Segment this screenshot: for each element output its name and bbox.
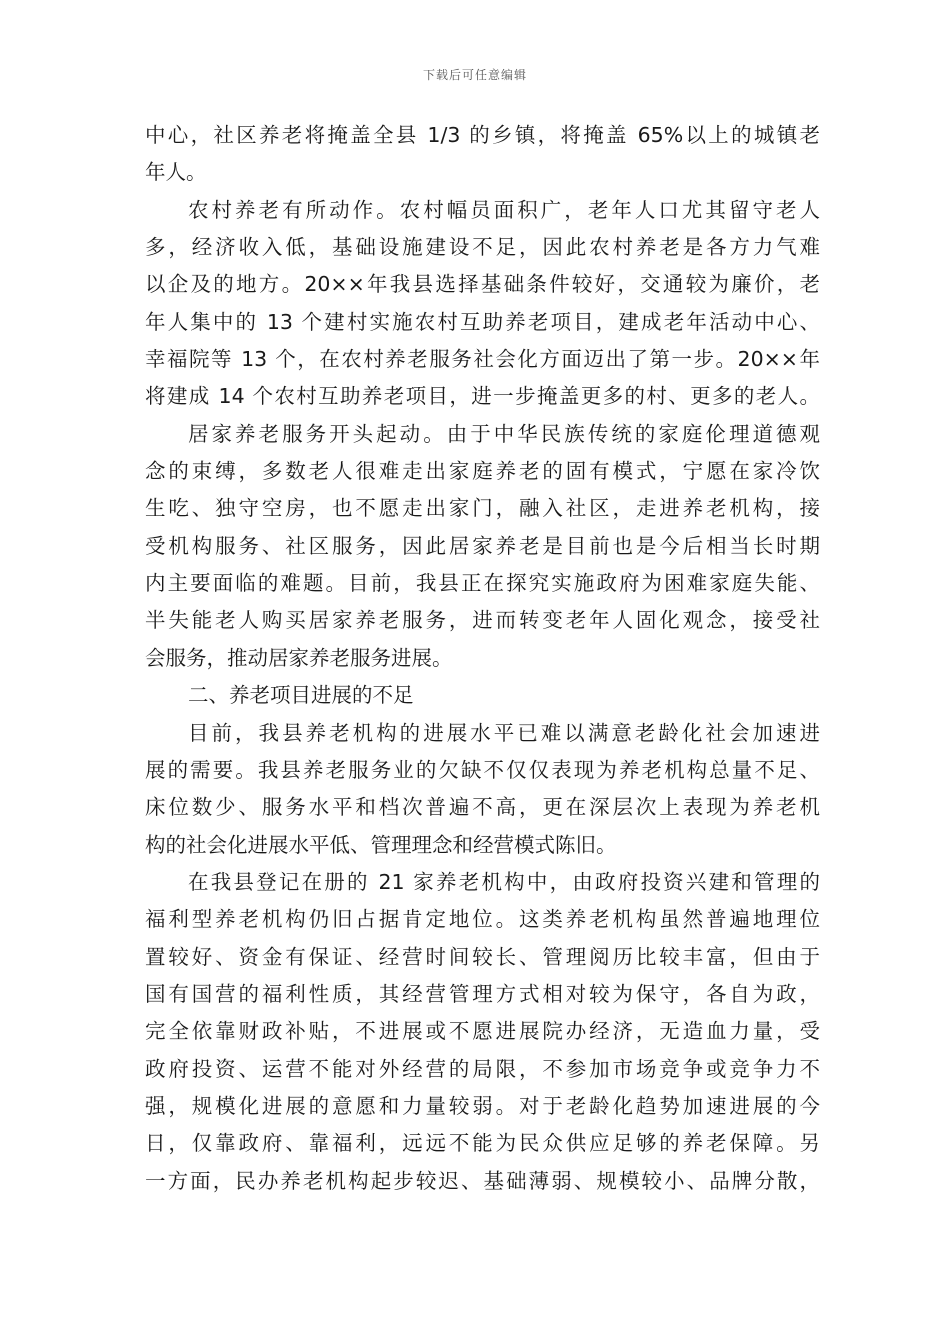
text-line: 会服务，推动居家养老服务进展。 [145, 645, 453, 670]
text-line: 内主要面临的难题。目前，我县正在探究实施政府为困难家庭失能、 [145, 571, 820, 596]
text-line: 农村养老有所动作。农村幅员面积广，老年人口尤其留守老人 [188, 197, 820, 222]
text-line: 生吃、独守空房，也不愿走出家门，融入社区，走进养老机构，接 [145, 496, 820, 521]
text-line: 强，规模化进展的意愿和力量较弱。对于老龄化趋势加速进展的今 [145, 1093, 820, 1118]
text-line: 受机构服务、社区服务，因此居家养老是目前也是今后相当长时期 [145, 533, 820, 558]
text-line: 在我县登记在册的 21 家养老机构中，由政府投资兴建和管理的 [188, 869, 820, 894]
text-line: 中心，社区养老将掩盖全县 1/3 的乡镇，将掩盖 65%以上的城镇老 [145, 123, 820, 147]
text-line: 一方面，民办养老机构起步较迟、基础薄弱、规模较小、品牌分散， [145, 1168, 820, 1193]
text-line: 置较好、资金有保证、经营时间较长、管理阅历比较丰富，但由于 [145, 944, 820, 969]
text-line: 居家养老服务开头起动。由于中华民族传统的家庭伦理道德观 [188, 421, 820, 446]
section-heading: 二、养老项目进展的不足 [188, 683, 414, 708]
text-line: 完全依靠财政补贴，不进展或不愿进展院办经济，无造血力量，受 [145, 1019, 820, 1044]
text-line: 年人。 [145, 160, 207, 185]
text-line: 半失能老人购买居家养老服务，进而转变老年人固化观念，接受社 [145, 608, 820, 633]
header-note: 下载后可任意编辑 [422, 68, 527, 82]
text-line: 构的社会化进展水平低、管理理念和经营模式陈旧。 [145, 832, 617, 857]
text-line: 日，仅靠政府、靠福利，远远不能为民众供应足够的养老保障。另 [145, 1131, 820, 1156]
text-line: 国有国营的福利性质，其经营管理方式相对较为保守，各自为政， [145, 981, 820, 1006]
document-body [145, 117, 820, 1200]
text-line: 以企及的地方。20××年我县选择基础条件较好，交通较为廉价，老 [145, 272, 820, 297]
text-line: 将建成 14 个农村互助养老项目，进一步掩盖更多的村、更多的老人。 [145, 384, 820, 409]
text-line: 床位数少、服务水平和档次普遍不高，更在深层次上表现为养老机 [145, 795, 820, 820]
text-line: 年人集中的 13 个建村实施农村互助养老项目，建成老年活动中心、 [145, 309, 820, 334]
text-line: 多，经济收入低，基础设施建设不足，因此农村养老是各方力气难 [145, 235, 820, 260]
text-line: 展的需要。我县养老服务业的欠缺不仅仅表现为养老机构总量不足、 [145, 757, 820, 782]
text-line: 念的束缚，多数老人很难走出家庭养老的固有模式，宁愿在家冷饮 [145, 459, 820, 484]
text-line: 幸福院等 13 个，在农村养老服务社会化方面迈出了第一步。20××年 [145, 347, 820, 372]
text-line: 目前，我县养老机构的进展水平已难以满意老龄化社会加速进 [188, 720, 820, 745]
text-line: 政府投资、运营不能对外经营的局限，不参加市场竞争或竞争力不 [145, 1056, 820, 1081]
text-line: 福利型养老机构仍旧占据肯定地位。这类养老机构虽然普遍地理位 [145, 907, 820, 932]
